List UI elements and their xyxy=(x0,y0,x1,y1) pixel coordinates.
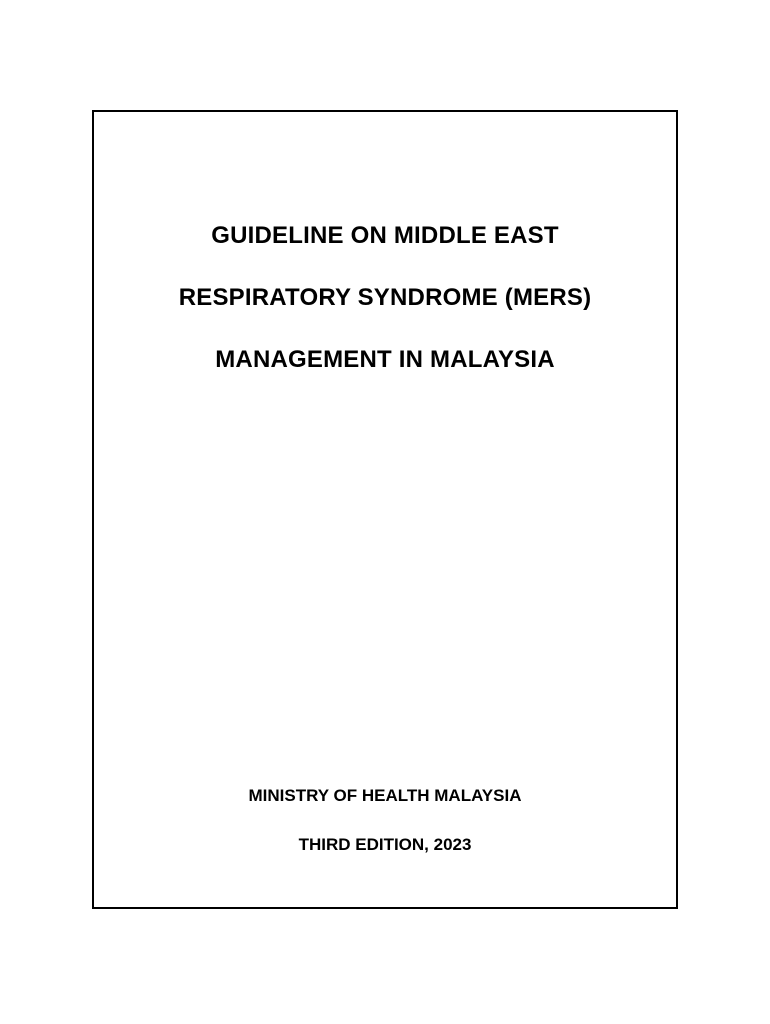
edition-label: THIRD EDITION, 2023 xyxy=(298,835,472,854)
cover-footer xyxy=(94,786,676,884)
publisher-name: MINISTRY OF HEALTH MALAYSIA xyxy=(248,786,522,805)
title-line-1: GUIDELINE ON MIDDLE EAST xyxy=(211,222,559,249)
title-line-2: RESPIRATORY SYNDROME (MERS) xyxy=(178,284,592,311)
document-title xyxy=(94,222,676,408)
title-line-3: MANAGEMENT IN MALAYSIA xyxy=(215,346,555,373)
cover-frame xyxy=(92,110,678,909)
